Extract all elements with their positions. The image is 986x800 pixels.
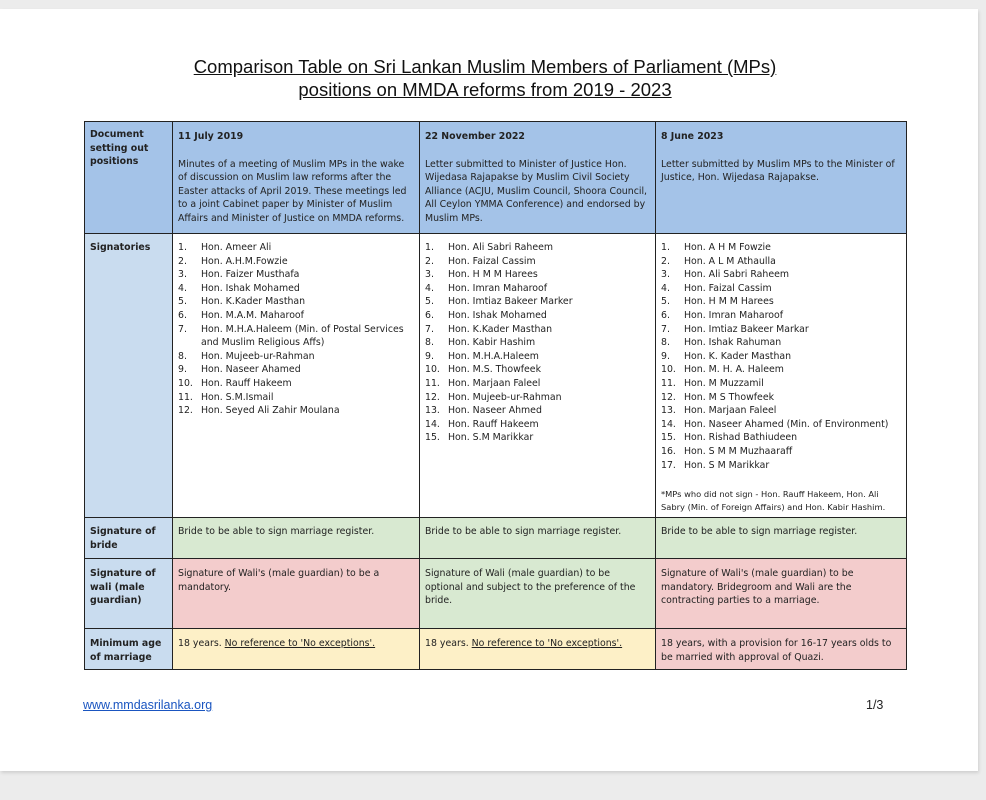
signatory-number: 14. xyxy=(425,418,440,430)
signatory-number: 1. xyxy=(661,242,670,253)
signatory-item xyxy=(425,295,650,309)
signatory-number: 15. xyxy=(661,432,676,444)
website-link[interactable]: www.mmdasrilanka.org xyxy=(83,698,213,712)
table-row-age xyxy=(85,629,907,670)
signatory-number: 6. xyxy=(178,309,187,321)
signatory-name: Hon. Rishad Bathiudeen xyxy=(684,432,798,444)
signatory-number: 11. xyxy=(661,377,676,389)
signatory-name: Hon. Naseer Ahamed (Min. of Environment) xyxy=(684,418,889,430)
signatory-item xyxy=(425,350,650,364)
signatory-number: 14. xyxy=(661,418,676,430)
signatory-name: Hon. Mujeeb-ur-Rahman xyxy=(201,350,315,362)
signatory-item xyxy=(661,377,901,391)
signatory-name: Hon. S.M.Ismail xyxy=(201,391,274,403)
signatory-name: Hon. S M Marikkar xyxy=(684,459,770,471)
age-2019-text: 18 years. xyxy=(178,638,225,650)
signatory-item xyxy=(425,268,650,282)
signatory-name: Hon. Imran Maharoof xyxy=(684,309,784,321)
signatory-item xyxy=(178,295,414,309)
signatory-item xyxy=(661,391,901,405)
signatory-number: 7. xyxy=(178,323,187,335)
signatory-name: Hon. Seyed Ali Zahir Moulana xyxy=(201,405,340,417)
row-label-signatories: Signatories xyxy=(85,234,173,518)
signatory-item xyxy=(178,350,414,364)
signatory-item xyxy=(178,363,414,377)
signatory-name: Hon. Imtiaz Bakeer Markar xyxy=(684,323,809,335)
signatory-number: 5. xyxy=(661,296,670,308)
signatory-item xyxy=(661,418,901,432)
signatory-item xyxy=(661,336,901,350)
signatory-item xyxy=(178,282,414,296)
signatory-item xyxy=(661,404,901,418)
signatory-number: 2. xyxy=(661,255,670,267)
signatory-item xyxy=(178,255,414,269)
signatory-number: 9. xyxy=(425,350,434,362)
signatory-item xyxy=(661,268,901,282)
signatory-item xyxy=(661,255,901,269)
signatory-item xyxy=(178,241,414,255)
signatory-number: 6. xyxy=(425,309,434,321)
signatory-name: Hon. Marjaan Faleel xyxy=(448,377,541,389)
signatory-name: Hon. M.H.A.Haleem xyxy=(448,350,539,362)
signatory-name: Hon. Naseer Ahmed xyxy=(448,405,542,417)
cell-2023-age: 18 years, with a provision for 16-17 years olds to be married with approval of Quazi. xyxy=(656,629,907,670)
signatory-name: Hon. Marjaan Faleel xyxy=(684,405,777,417)
signatory-item xyxy=(178,377,414,391)
signatory-name: Hon. Ameer Ali xyxy=(201,242,272,253)
description-2023: Letter submitted by Muslim MPs to the Minister of Justice, Hon. Wijedasa Rajapakse. xyxy=(661,158,895,184)
cell-2022-signatories xyxy=(420,234,656,518)
signatory-number: 4. xyxy=(178,282,187,294)
signatory-item xyxy=(661,323,901,337)
signatory-item xyxy=(425,391,650,405)
signatory-number: 5. xyxy=(178,296,187,308)
signatory-list-2019 xyxy=(178,241,414,418)
signatory-name: Hon. H M M Harees xyxy=(684,296,774,308)
signatory-number: 12. xyxy=(178,405,193,417)
cell-2019-signatories xyxy=(173,234,420,518)
signatory-name: Hon. Imran Maharoof xyxy=(448,282,548,294)
signatory-number: 11. xyxy=(178,391,193,403)
signatory-number: 6. xyxy=(661,309,670,321)
document-title xyxy=(0,55,970,101)
signatory-number: 10. xyxy=(425,364,440,376)
column-date-2019: 11 July 2019 xyxy=(178,131,244,142)
signatory-item xyxy=(425,431,650,445)
signatory-name: Hon. Ishak Mohamed xyxy=(201,282,300,294)
signatory-number: 4. xyxy=(661,282,670,294)
age-2022-text: 18 years. xyxy=(425,638,472,650)
signatory-number: 7. xyxy=(661,323,670,335)
signatory-name: Hon. Kabir Hashim xyxy=(448,337,536,349)
signatory-number: 13. xyxy=(661,405,676,417)
signatory-item xyxy=(661,241,901,255)
signatory-name: Hon. K. Kader Masthan xyxy=(684,350,792,362)
signatory-name: Hon. Ali Sabri Raheem xyxy=(684,269,790,281)
cell-2019-bride: Bride to be able to sign marriage register. xyxy=(173,518,420,559)
signatory-name: Hon. H M M Harees xyxy=(448,269,538,281)
signatory-item xyxy=(178,391,414,405)
cell-2019-wali: Signature of Wali's (male guardian) to be a mandatory. xyxy=(173,559,420,629)
row-label-wali: Signature of wali (male guardian) xyxy=(85,559,173,629)
signatory-item xyxy=(661,295,901,309)
signatory-name: Hon. Ishak Rahuman xyxy=(684,337,782,349)
age-2022-underlined: No reference to 'No exceptions'. xyxy=(471,638,623,650)
signatory-item xyxy=(661,363,901,377)
signatory-name: Hon. Faizal Cassim xyxy=(448,255,536,267)
signatory-name: Hon. S M M Muzhaaraff xyxy=(684,445,793,457)
signatory-number: 12. xyxy=(425,391,440,403)
signatory-item xyxy=(425,255,650,269)
signatory-item xyxy=(425,282,650,296)
signatory-name: Hon. M S Thowfeek xyxy=(684,391,775,403)
page-number: 1/3 xyxy=(866,698,884,712)
signatory-name: Hon. M.A.M. Maharoof xyxy=(201,309,304,321)
signatory-item xyxy=(425,323,650,337)
signatory-number: 12. xyxy=(661,391,676,403)
column-date-2022: 22 November 2022 xyxy=(425,131,525,142)
signatory-number: 8. xyxy=(661,337,670,349)
cell-2022-wali: Signature of Wali (male guardian) to be optional and subject to the preference of the bride. xyxy=(420,559,656,629)
table-row-signatories xyxy=(85,234,907,518)
signatory-item xyxy=(425,404,650,418)
signatory-item xyxy=(178,404,414,418)
signatory-item xyxy=(661,282,901,296)
table-row-wali xyxy=(85,559,907,629)
signatory-name: Hon. Ishak Mohamed xyxy=(448,309,547,321)
signatory-number: 16. xyxy=(661,445,676,457)
column-date-2023: 8 June 2023 xyxy=(661,131,724,142)
description-2019: Minutes of a meeting of Muslim MPs in the wake of discussion on Muslim law reforms after the Easter attacks of April 2019. These meetings led to a joint Cabinet paper by Minister of Muslim Affairs and Minister of Justice on MMDA reforms. xyxy=(178,158,407,224)
signatory-number: 9. xyxy=(178,364,187,376)
table-row-bride xyxy=(85,518,907,559)
signatory-name: Hon. A.H.M.Fowzie xyxy=(201,255,288,267)
signatory-name: Hon. Naseer Ahamed xyxy=(201,364,301,376)
cell-2022-bride: Bride to be able to sign marriage register. xyxy=(420,518,656,559)
description-2022: Letter submitted to Minister of Justice Hon. Wijedasa Rajapakse by Muslim Civil Society Alliance (ACJU, Muslim Council, Shoora Council, All Ceylon YMMA Conference) and endorsed by Muslim MPs. xyxy=(425,158,648,224)
signatory-number: 3. xyxy=(178,269,187,281)
signatory-number: 1. xyxy=(178,242,187,253)
signatory-name: Hon. Faizal Cassim xyxy=(684,282,772,294)
signatory-name: Hon. M Muzzamil xyxy=(684,377,764,389)
signatory-item xyxy=(425,363,650,377)
signatory-item xyxy=(178,309,414,323)
signatory-number: 3. xyxy=(661,269,670,281)
signatory-number: 10. xyxy=(661,364,676,376)
signatory-number: 7. xyxy=(425,323,434,335)
signatory-number: 2. xyxy=(178,255,187,267)
row-label-bride: Signature of bride xyxy=(85,518,173,559)
signatory-item xyxy=(661,350,901,364)
signatory-number: 15. xyxy=(425,432,440,444)
signatory-number: 10. xyxy=(178,377,193,389)
signatory-item xyxy=(425,377,650,391)
signatory-item xyxy=(425,241,650,255)
non-signatory-note: *MPs who did not sign - Hon. Rauff Hakeem, Hon. Ali Sabry (Min. of Foreign Affairs) and Hon. Kabir Hashim. xyxy=(661,489,886,512)
signatory-name: Hon. K.Kader Masthan xyxy=(448,323,553,335)
cell-2022-age xyxy=(420,629,656,670)
cell-2023-wali: Signature of Wali's (male guardian) to be mandatory. Bridegroom and Wali are the contracting parties to a marriage. xyxy=(656,559,907,629)
signatory-name: Hon. M.H.A.Haleem (Min. of Postal Services and Muslim Religious Affs) xyxy=(201,323,404,349)
signatory-name: Hon. A L M Athaulla xyxy=(684,255,776,267)
signatory-item xyxy=(661,431,901,445)
signatory-number: 8. xyxy=(178,350,187,362)
signatory-item xyxy=(661,309,901,323)
signatory-item xyxy=(661,459,901,473)
signatory-name: Hon. Rauff Hakeem xyxy=(448,418,539,430)
signatory-number: 8. xyxy=(425,337,434,349)
signatory-number: 9. xyxy=(661,350,670,362)
signatory-number: 5. xyxy=(425,296,434,308)
signatory-name: Hon. K.Kader Masthan xyxy=(201,296,306,308)
signatory-number: 3. xyxy=(425,269,434,281)
signatory-name: Hon. Imtiaz Bakeer Marker xyxy=(448,296,573,308)
signatory-name: Hon. Rauff Hakeem xyxy=(201,377,292,389)
signatory-name: Hon. M. H. A. Haleem xyxy=(684,364,784,376)
signatory-item xyxy=(178,268,414,282)
signatory-list-2022 xyxy=(425,241,650,445)
signatory-number: 17. xyxy=(661,459,676,471)
signatory-item xyxy=(178,323,414,350)
signatory-name: Hon. Mujeeb-ur-Rahman xyxy=(448,391,562,403)
cell-2023-document xyxy=(656,122,907,234)
signatory-item xyxy=(425,418,650,432)
signatory-item xyxy=(425,336,650,350)
signatory-name: Hon. S.M Marikkar xyxy=(448,432,534,444)
signatory-name: Hon. M.S. Thowfeek xyxy=(448,364,542,376)
comparison-table xyxy=(84,121,907,670)
cell-2022-document xyxy=(420,122,656,234)
cell-2019-document xyxy=(173,122,420,234)
signatory-number: 2. xyxy=(425,255,434,267)
signatory-list-2023 xyxy=(661,241,901,472)
cell-2019-age xyxy=(173,629,420,670)
signatory-name: Hon. Ali Sabri Raheem xyxy=(448,242,554,253)
table-row-document xyxy=(85,122,907,234)
signatory-number: 11. xyxy=(425,377,440,389)
signatory-number: 13. xyxy=(425,405,440,417)
row-label-age: Minimum age of marriage xyxy=(85,629,173,670)
signatory-item xyxy=(425,309,650,323)
title-line-2: positions on MMDA reforms from 2019 - 2023 xyxy=(298,79,672,100)
signatory-number: 1. xyxy=(425,242,434,253)
signatory-item xyxy=(661,445,901,459)
signatory-number: 4. xyxy=(425,282,434,294)
row-label-document: Document setting out positions xyxy=(85,122,173,234)
signatory-name: Hon. A H M Fowzie xyxy=(684,242,771,253)
age-2019-underlined: No reference to 'No exceptions'. xyxy=(224,638,376,650)
cell-2023-signatories xyxy=(656,234,907,518)
cell-2023-bride: Bride to be able to sign marriage register. xyxy=(656,518,907,559)
signatory-name: Hon. Faizer Musthafa xyxy=(201,269,300,281)
title-line-1: Comparison Table on Sri Lankan Muslim Members of Parliament (MPs) xyxy=(193,56,777,77)
